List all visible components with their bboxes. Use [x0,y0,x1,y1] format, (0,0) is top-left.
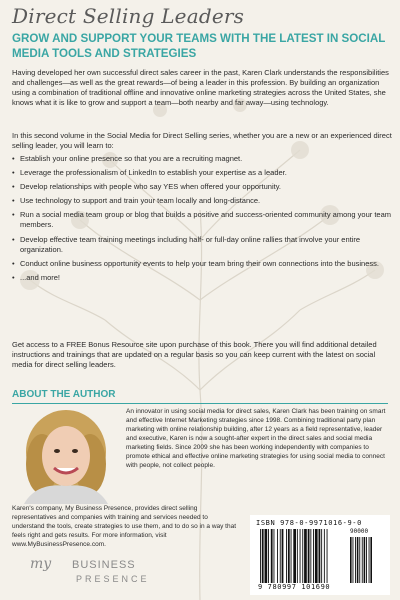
logo-business-text: BUSINESS [72,559,136,571]
list-item: • Leverage the professionalism of LinkedIn to establish your expertise as a leader. [12,168,392,178]
list-item: • Use technology to support and train your team locally and long-distance. [12,196,392,206]
brand-title: Direct Selling Leaders [12,4,245,28]
about-heading: ABOUT THE AUTHOR [12,389,116,400]
company-paragraph: Karen's company, My Business Presence, provides direct selling representatives and companies with training and services needed to understand the tools, create strategies to use them, and to do so in a way that feels right and gets results. For more information, visit www.MyBusinessPresence.com. [12,505,237,548]
list-item: • Establish your online presence so that you are a recruiting magnet. [12,154,392,164]
publisher-logo [20,556,160,596]
bonus-paragraph: Get access to a FREE Bonus Resource site upon purchase of this book. There you will find additional detailed instructions and trainings that are updated on a regular basis so you can keep current with the latest on social media for direct selling leaders. [12,340,377,370]
barcode-icon [260,529,380,583]
list-item: • Run a social media team group or blog that builds a positive and success-oriented community among your team members. [12,210,392,230]
intro-paragraph: Having developed her own successful direct sales career in the past, Karen Clark understands the responsibilities and challenges—as well as the great rewards—of being a leader in this profession. By building an organization using a combination of traditional offline and innovative online marketing strategies across the United States, she knows what it is like to grow and support a team—both nearby and far away—using technology. [12,68,389,108]
list-item: • Conduct online business opportunity events to help your team bring their own connections into the business. [12,259,392,269]
series-paragraph: In this second volume in the Social Media for Direct Selling series, whether you are a new or an experienced direct selling leader, you will learn to: [12,131,392,151]
author-bio: An innovator in using social media for direct sales, Karen Clark has been training on smart and effective Internet Marketing strategies since 1998. Combining traditional party plan marketing with online relationship building, after 12 years as a field representative, leader and executive, Karen is now a sought-after expert in the direct sales and social media marketing fields. Since 2009 she has been working independently with companies to promote ethical and effective online marketing strategies for using social media to connect with people, not collect people. [126,408,386,469]
logo-my-text: my [30,556,52,572]
ean-digits: 9 780997 101690 [258,583,331,591]
barcode-panel [250,515,390,595]
isbn-label: ISBN 978-0-9971016-9-0 [256,519,362,527]
list-item: • Develop effective team training meetings including half- or full-day online rallies that involve your entire organization. [12,235,392,255]
list-item: • ...and more! [12,273,392,283]
price-addon-code: 90000 [350,528,369,535]
list-item: • Develop relationships with people who say YES when offered your opportunity. [12,182,392,192]
author-photo [12,404,120,504]
bullet-list [12,154,392,287]
headline: GROW AND SUPPORT YOUR TEAMS WITH THE LATEST IN SOCIAL MEDIA TOOLS AND STRATEGIES [12,32,386,60]
logo-presence-text: PRESENCE [76,574,150,584]
